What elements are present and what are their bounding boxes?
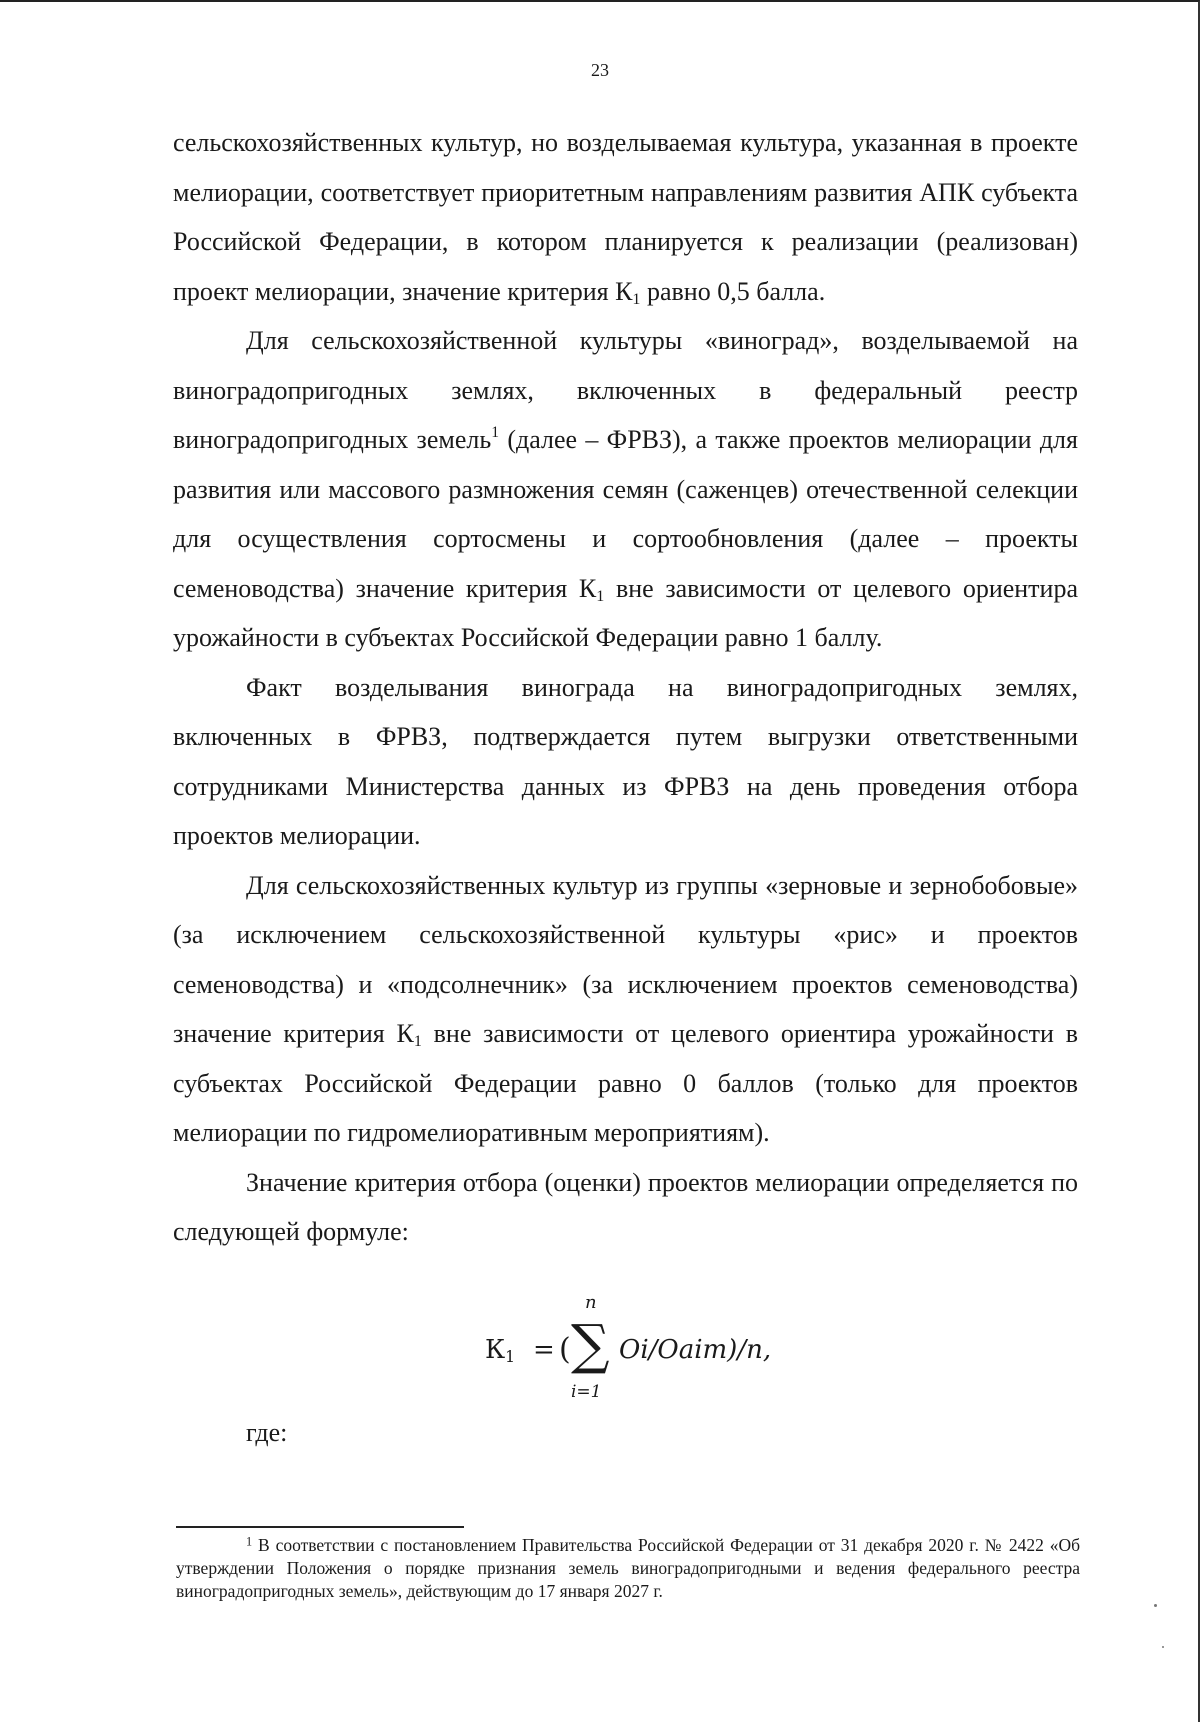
scan-speck <box>1162 1646 1164 1648</box>
paragraph-text: Значение критерия отбора (оценки) проектов мелиорации определяется по следующей формуле: <box>173 1167 1078 1246</box>
paragraph-text: Для сельскохозяйственной культуры «виноград», возделываемой на виноградопригодных землях, включенных в федеральный реестр виноградопригодных земель <box>173 326 1078 454</box>
paragraph-text: вне зависимости от целевого ориентира урожайности в субъектах Российской Федерации равно 0 баллов (только для проектов мелиорации по гидромелиоративным мероприятиям). <box>173 1019 1078 1147</box>
footnote-divider <box>176 1526 464 1528</box>
formula-lhs-subscript: 1 <box>505 1347 516 1366</box>
formula-rhs: Oi/Oaim)/n, <box>619 1335 772 1365</box>
body-text <box>173 118 1078 1257</box>
footnote-reference: 1 <box>491 424 499 442</box>
subscript: 1 <box>413 1033 422 1051</box>
formula-lower-limit: i=1 <box>571 1382 602 1402</box>
formula-lhs-symbol: К <box>485 1335 506 1365</box>
scan-speck <box>1154 1604 1157 1607</box>
formula-k1 <box>485 1290 885 1400</box>
footnote-marker: 1 <box>246 1534 253 1549</box>
subscript: 1 <box>632 290 641 308</box>
paragraph-text: (далее – ФРВЗ), а также проектов мелиорации для развития или массового размножения семян (саженцев) отечественной селекции для осуществления сортосмены и сортообновления (далее – проекты семеноводства) значение критерия К <box>173 425 1078 603</box>
summation-sign: ∑ <box>571 1313 610 1376</box>
paragraph-text: равно 0,5 балла. <box>640 276 826 306</box>
paragraph <box>173 663 1078 861</box>
formula-equals: = <box>533 1335 555 1365</box>
formula-lhs <box>485 1335 515 1365</box>
formula-upper-limit: n <box>585 1292 597 1313</box>
formula-open-paren: ( <box>559 1332 571 1367</box>
footnote-text: В соответствии с постановлением Правительства Российской Федерации от 31 декабря 2020 г. № 2422 «Об утверждении Положения о порядке признания земель виноградопригодными и ведения федерального реестра виноградопригодных земель», действующим до 17 января 2027 г. <box>176 1535 1080 1601</box>
paragraph <box>173 1158 1078 1257</box>
footnote <box>176 1534 1080 1603</box>
paragraph-text: вне зависимости от целевого ориентира урожайности в субъектах Российской Федерации равно 1 баллу. <box>173 573 1078 652</box>
subscript: 1 <box>596 587 605 605</box>
where-label: где: <box>246 1418 288 1447</box>
paragraph-text: Для сельскохозяйственных культур из группы «зерновые и зернобобовые» (за исключением сельскохозяйственной культуры «рис» и проектов семеноводства) и «подсолнечник» (за исключением проектов семеноводства) значение критерия К <box>173 870 1078 1048</box>
paragraph <box>173 861 1078 1158</box>
page-number: 23 <box>591 60 609 80</box>
paragraph-text: Факт возделывания винограда на виноградопригодных землях, включенных в ФРВЗ, подтверждается путем выгрузки ответственными сотрудниками Министерства данных из ФРВЗ на день проведения отбора проектов мелиорации. <box>173 672 1078 850</box>
paragraph-text: сельскохозяйственных культур, но возделываемая культура, указанная в проекте мелиорации, соответствует приоритетным направлениям развития АПК субъекта Российской Федерации, в котором планируется к реализации (реализован) проект мелиорации, значение критерия К <box>173 128 1078 306</box>
paragraph <box>173 118 1078 316</box>
paragraph <box>173 316 1078 663</box>
